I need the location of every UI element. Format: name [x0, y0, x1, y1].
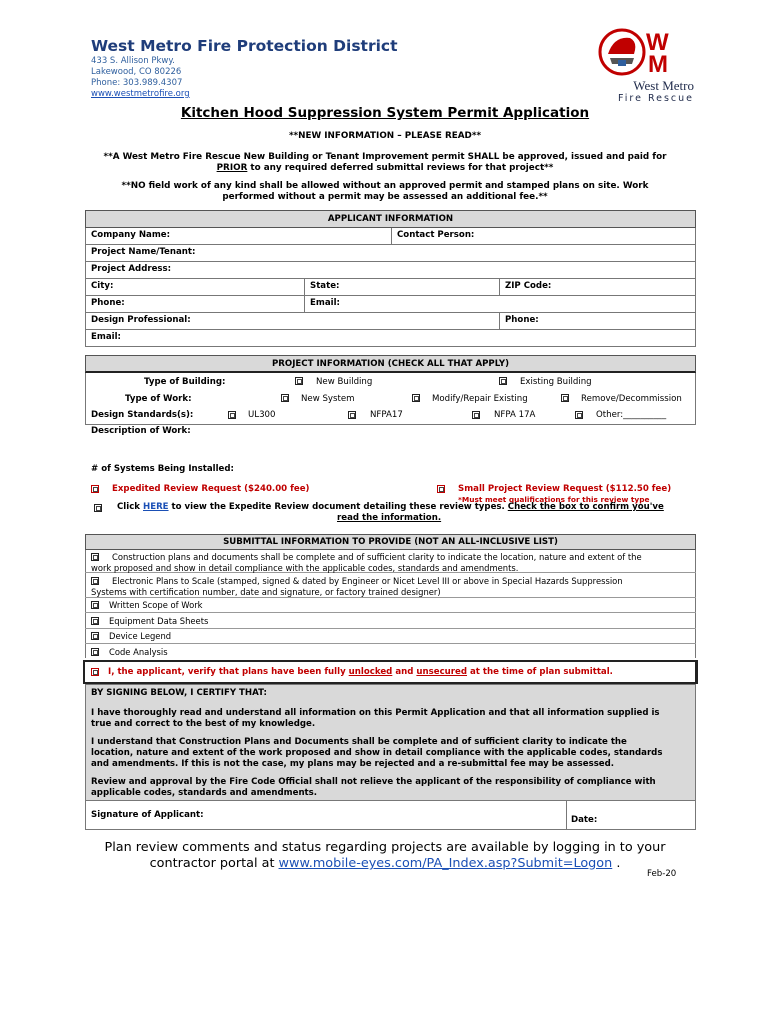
notice-line3: **NO field work of any kind shall be allowed without an approved permit and stamped plans on site. Work	[121, 181, 649, 191]
ul300-label: UL300	[248, 410, 276, 420]
equipment-data-checkbox[interactable]	[91, 617, 99, 625]
modify-repair-label: Modify/Repair Existing	[432, 394, 528, 404]
electronic-plans-item: Electronic Plans to Scale (stamped, signed & dated by Engineer or Nicet Level III or above in Special Hazards Suppression Systems with certification number, date and signature, or factory trained designer)	[91, 576, 623, 597]
expedite-info-line2: read the information.	[337, 513, 442, 523]
confirm-read-checkbox[interactable]	[94, 504, 102, 512]
website-link[interactable]: www.westmetrofire.org	[91, 89, 190, 99]
svg-text:M: M	[648, 51, 668, 78]
project-section-header: PROJECT INFORMATION (CHECK ALL THAT APPLY)	[85, 355, 696, 373]
notice-line1: **A West Metro Fire Rescue New Building or Tenant Improvement permit SHALL be approved, issued and paid for	[103, 152, 667, 162]
description-of-work-label[interactable]: Description of Work:	[91, 426, 191, 436]
other-label: Other:__________	[596, 410, 667, 420]
phone-field[interactable]: Phone:	[86, 296, 305, 312]
nfpa17a-label: NFPA 17A	[494, 410, 536, 420]
west-metro-logo	[596, 20, 696, 105]
date-field[interactable]: Date:	[571, 815, 598, 825]
nfpa17-label: NFPA17	[370, 410, 403, 420]
company-name-field[interactable]: Company Name:	[86, 228, 392, 244]
expedited-review-checkbox[interactable]	[91, 485, 99, 493]
modify-repair-checkbox[interactable]	[412, 394, 420, 402]
written-scope-checkbox[interactable]	[91, 601, 99, 609]
code-analysis-item: Code Analysis	[109, 647, 168, 657]
row-company	[85, 228, 696, 245]
new-system-label: New System	[301, 394, 355, 404]
device-legend-item: Device Legend	[109, 631, 172, 641]
document-title: Kitchen Hood Suppression System Permit Application	[180, 105, 590, 121]
phone-line: Phone: 303.989.4307	[91, 78, 183, 88]
divider	[566, 800, 567, 829]
remove-decommission-label: Remove/Decommission	[581, 394, 682, 404]
row-email2	[85, 330, 696, 347]
row-project-address	[85, 262, 696, 279]
verify-unlocked-text: I, the applicant, verify that plans have been fully unlocked and unsecured at the time of plan submittal.	[108, 667, 613, 677]
expedited-review-label: Expedited Review Request ($240.00 fee)	[112, 484, 310, 494]
state-field[interactable]: State:	[305, 279, 500, 295]
divider	[85, 424, 696, 425]
verify-unlocked-checkbox[interactable]	[91, 668, 99, 676]
certify-p1: I have thoroughly read and understand all information on this Permit Application and that all information supplied is true and correct to the best of my knowledge.	[91, 708, 660, 729]
email-field[interactable]: Email:	[310, 298, 340, 308]
design-professional-field[interactable]: Design Professional:	[86, 313, 500, 329]
logo-text-top: West Metro	[633, 78, 694, 93]
remove-decommission-checkbox[interactable]	[561, 394, 569, 402]
certify-p2: I understand that Construction Plans and Documents shall be complete and of sufficient clarity to indicate the location, nature and extent of the work proposed and show in detail compliance with the applicable codes, standards and amendments. If this is not the case, my plans may be rejected and a re-submittal fee may be assessed.	[91, 737, 663, 769]
written-scope-item: Written Scope of Work	[109, 600, 203, 610]
new-building-checkbox[interactable]	[295, 377, 303, 385]
construction-plans-item: Construction plans and documents shall be complete and of sufficient clarity to indicate the location, nature and extent of the work proposed and show in detail compliance with the applicable codes, standards and amendments.	[91, 552, 642, 573]
org-name: West Metro Fire Protection District	[91, 37, 398, 55]
city-field[interactable]: City:	[86, 279, 305, 295]
notice-line4: performed without a permit may be assessed an additional fee.**	[222, 192, 548, 202]
type-of-building-label: Type of Building:	[144, 377, 226, 387]
applicant-section-header: APPLICANT INFORMATION	[85, 210, 696, 228]
row-phone-email	[85, 296, 696, 313]
type-of-work-label: Type of Work:	[125, 394, 192, 404]
small-project-checkbox[interactable]	[437, 485, 445, 493]
project-name-field[interactable]: Project Name/Tenant:	[91, 247, 196, 257]
footer-line2: contractor portal at www.mobile-eyes.com/PA_Index.asp?Submit=Logon .	[149, 856, 621, 871]
code-analysis-checkbox[interactable]	[91, 648, 99, 656]
equipment-data-item: Equipment Data Sheets	[109, 616, 209, 626]
expedite-info-line: Click HERE to view the Expedite Review document detailing these review types. Check the box to confirm you've	[117, 502, 664, 512]
nfpa17-checkbox[interactable]	[348, 411, 356, 419]
nfpa17a-checkbox[interactable]	[472, 411, 480, 419]
ul300-checkbox[interactable]	[228, 411, 236, 419]
row-project-name	[85, 245, 696, 262]
new-info-notice: **NEW INFORMATION – PLEASE READ**	[288, 131, 482, 141]
other-checkbox[interactable]	[575, 411, 583, 419]
svg-text:W: W	[646, 29, 669, 56]
notice-line2: PRIOR to any required deferred submittal reviews for that project**	[216, 163, 554, 173]
here-link[interactable]: HERE	[143, 502, 169, 512]
existing-building-label: Existing Building	[520, 377, 592, 387]
divider	[85, 628, 696, 629]
divider	[85, 612, 696, 613]
design-standards-label: Design Standards(s):	[91, 410, 194, 420]
num-systems-label[interactable]: # of Systems Being Installed:	[91, 464, 234, 474]
certify-p3: Review and approval by the Fire Code Official shall not relieve the applicant of the responsibility of compliance with applicable codes, standards and amendments.	[91, 777, 656, 798]
design-email-field[interactable]: Email:	[91, 332, 121, 342]
new-building-label: New Building	[316, 377, 373, 387]
device-legend-checkbox[interactable]	[91, 632, 99, 640]
row-design-professional	[85, 313, 696, 330]
submittal-section-header: SUBMITTAL INFORMATION TO PROVIDE (NOT AN ALL-INCLUSIVE LIST)	[85, 534, 696, 550]
contact-person-field[interactable]: Contact Person:	[397, 230, 475, 240]
existing-building-checkbox[interactable]	[499, 377, 507, 385]
certify-heading: BY SIGNING BELOW, I CERTIFY THAT:	[91, 688, 267, 698]
row-city	[85, 279, 696, 296]
small-project-label: Small Project Review Request ($112.50 fee)	[458, 484, 672, 494]
address-line2: Lakewood, CO 80226	[91, 67, 182, 77]
logo-text-bottom: Fire Rescue	[617, 93, 694, 104]
design-phone-field[interactable]: Phone:	[505, 315, 539, 325]
date-code: Feb-20	[647, 869, 677, 879]
signature-field[interactable]: Signature of Applicant:	[91, 810, 204, 820]
footer-line1: Plan review comments and status regarding projects are available by logging in to your	[104, 840, 666, 855]
project-address-field[interactable]: Project Address:	[91, 264, 172, 274]
new-system-checkbox[interactable]	[281, 394, 289, 402]
mobile-eyes-link[interactable]: www.mobile-eyes.com/PA_Index.asp?Submit=Logon	[278, 856, 613, 871]
divider	[85, 643, 696, 644]
small-project-note: *Must meet qualifications for this review type	[458, 495, 650, 504]
address-line1: 433 S. Allison Pkwy.	[91, 56, 175, 66]
zip-field[interactable]: ZIP Code:	[505, 281, 552, 291]
